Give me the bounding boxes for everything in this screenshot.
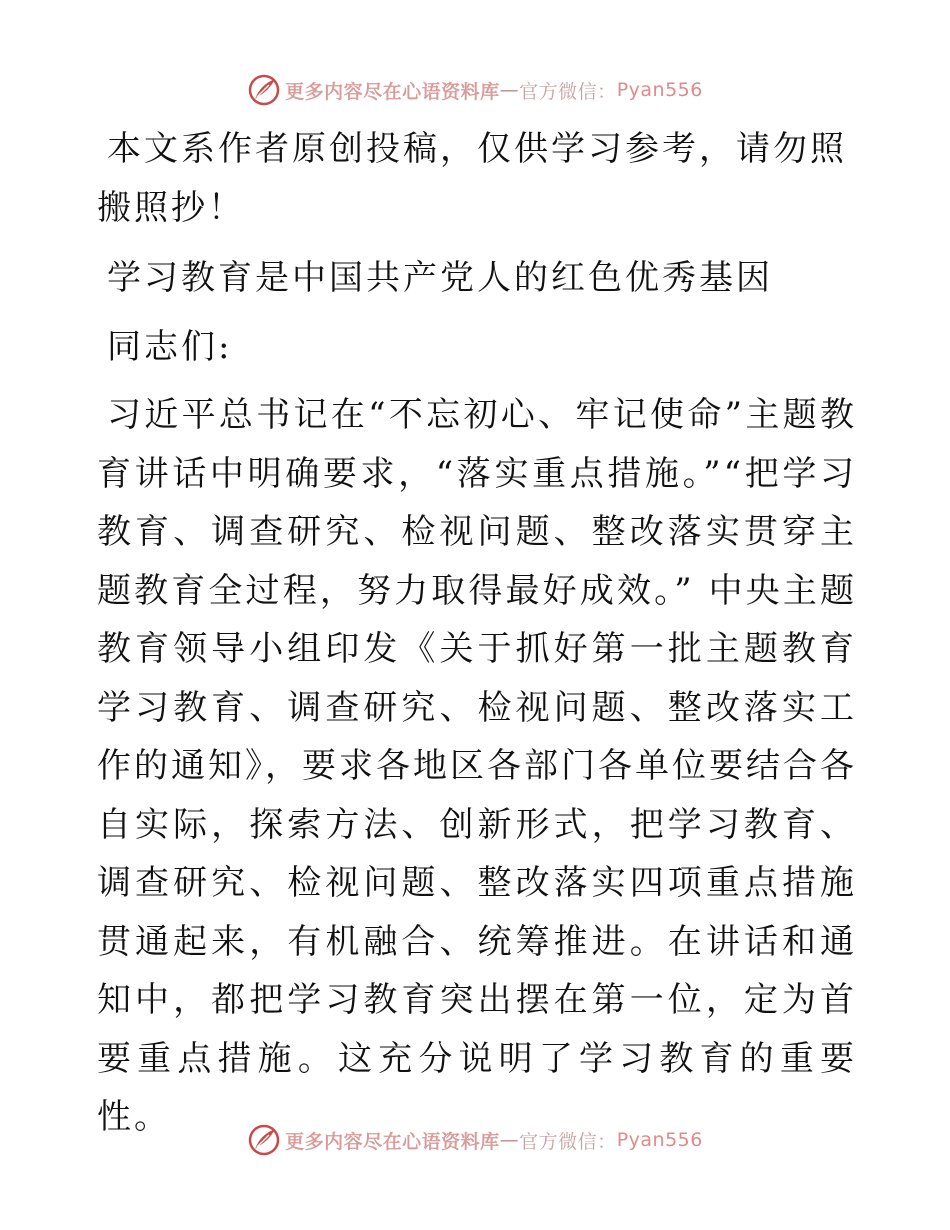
feather-logo-icon bbox=[247, 73, 281, 107]
document-body bbox=[97, 120, 857, 1147]
watermark-id: Pyan556 bbox=[616, 1129, 703, 1151]
watermark-main-text: 更多内容尽在心语资料库 bbox=[285, 1130, 500, 1153]
watermark-label: 官方微信： bbox=[519, 80, 617, 103]
header-watermark bbox=[0, 70, 950, 110]
watermark-separator: — bbox=[499, 1129, 520, 1151]
copyright-notice: 本文系作者原创投稿，仅供学习参考，请勿照搬照抄！ bbox=[97, 129, 847, 228]
watermark-id: Pyan556 bbox=[616, 79, 703, 101]
watermark-main-text: 更多内容尽在心语资料库 bbox=[285, 80, 500, 103]
body-paragraph: 习近平总书记在“不忘初心、牢记使命”主题教育讲话中明确要求，“落实重点措施。”“把学习教育、调查研究、检视问题、整改落实贯穿主题教育全过程，努力取得最好成效。” 中央主题教育领导小组印发《关于抓好第一批主题教育学习教育、调查研究、检视问题、整改落实工作的通知》，要求各地区各部门各单位要结合各自实际，探索方法、创新形式，把学习教育、调查研究、检视问题、整改落实四项重点措施贯通起来，有机融合、统筹推进。在讲话和通知中，都把学习教育突出摆在第一位，定为首要重点措施。这充分说明了学习教育的重要性。 bbox=[97, 395, 857, 1137]
watermark-separator: — bbox=[499, 79, 520, 101]
feather-logo-icon bbox=[247, 1123, 281, 1157]
document-title: 学习教育是中国共产党人的红色优秀基因 bbox=[107, 258, 773, 298]
footer-watermark bbox=[0, 1120, 950, 1160]
greeting: 同志们: bbox=[107, 326, 233, 367]
watermark-label: 官方微信： bbox=[519, 1130, 617, 1153]
